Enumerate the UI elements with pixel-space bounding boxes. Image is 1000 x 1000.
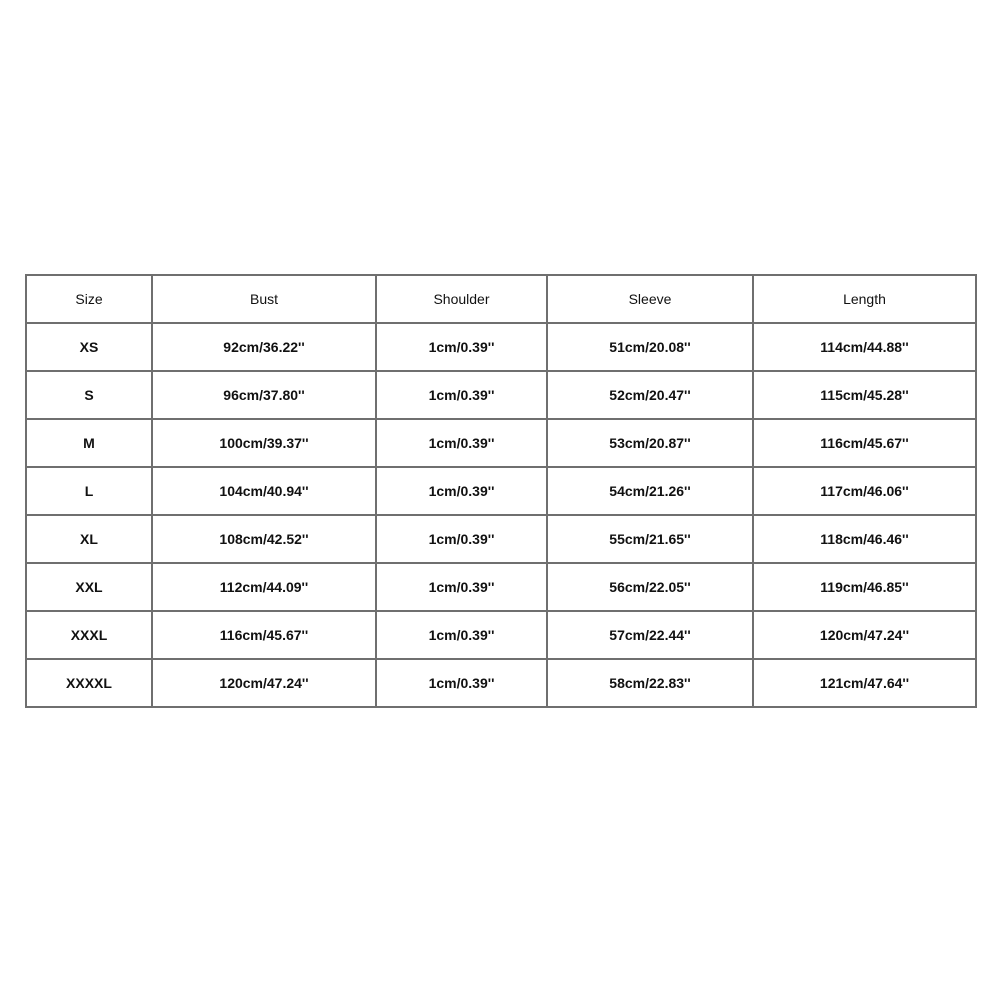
length-cell: 115cm/45.28'' <box>753 371 976 419</box>
length-cell: 114cm/44.88'' <box>753 323 976 371</box>
shoulder-cell: 1cm/0.39'' <box>376 467 547 515</box>
sleeve-cell: 56cm/22.05'' <box>547 563 753 611</box>
table-row <box>26 323 976 371</box>
shoulder-cell: 1cm/0.39'' <box>376 371 547 419</box>
bust-cell: 100cm/39.37'' <box>152 419 376 467</box>
size-cell: XXXXL <box>26 659 152 707</box>
size-cell: XXXL <box>26 611 152 659</box>
sleeve-cell: 53cm/20.87'' <box>547 419 753 467</box>
length-cell: 120cm/47.24'' <box>753 611 976 659</box>
size-cell: L <box>26 467 152 515</box>
bust-cell: 120cm/47.24'' <box>152 659 376 707</box>
length-cell: 118cm/46.46'' <box>753 515 976 563</box>
header-sleeve: Sleeve <box>547 275 753 323</box>
size-cell: XS <box>26 323 152 371</box>
bust-cell: 92cm/36.22'' <box>152 323 376 371</box>
shoulder-cell: 1cm/0.39'' <box>376 515 547 563</box>
table-row <box>26 611 976 659</box>
bust-cell: 96cm/37.80'' <box>152 371 376 419</box>
table-row <box>26 467 976 515</box>
table-row <box>26 515 976 563</box>
bust-cell: 112cm/44.09'' <box>152 563 376 611</box>
sleeve-cell: 52cm/20.47'' <box>547 371 753 419</box>
shoulder-cell: 1cm/0.39'' <box>376 323 547 371</box>
length-cell: 119cm/46.85'' <box>753 563 976 611</box>
table-row <box>26 659 976 707</box>
table-row <box>26 419 976 467</box>
header-length: Length <box>753 275 976 323</box>
size-cell: M <box>26 419 152 467</box>
sleeve-cell: 57cm/22.44'' <box>547 611 753 659</box>
size-cell: XXL <box>26 563 152 611</box>
shoulder-cell: 1cm/0.39'' <box>376 659 547 707</box>
size-cell: S <box>26 371 152 419</box>
header-size: Size <box>26 275 152 323</box>
length-cell: 121cm/47.64'' <box>753 659 976 707</box>
bust-cell: 104cm/40.94'' <box>152 467 376 515</box>
size-chart-table <box>25 274 977 708</box>
bust-cell: 116cm/45.67'' <box>152 611 376 659</box>
bust-cell: 108cm/42.52'' <box>152 515 376 563</box>
sleeve-cell: 51cm/20.08'' <box>547 323 753 371</box>
shoulder-cell: 1cm/0.39'' <box>376 419 547 467</box>
sleeve-cell: 58cm/22.83'' <box>547 659 753 707</box>
table-row <box>26 563 976 611</box>
sleeve-cell: 54cm/21.26'' <box>547 467 753 515</box>
shoulder-cell: 1cm/0.39'' <box>376 563 547 611</box>
length-cell: 117cm/46.06'' <box>753 467 976 515</box>
header-bust: Bust <box>152 275 376 323</box>
sleeve-cell: 55cm/21.65'' <box>547 515 753 563</box>
shoulder-cell: 1cm/0.39'' <box>376 611 547 659</box>
length-cell: 116cm/45.67'' <box>753 419 976 467</box>
header-shoulder: Shoulder <box>376 275 547 323</box>
table-row <box>26 371 976 419</box>
header-row <box>26 275 976 323</box>
size-cell: XL <box>26 515 152 563</box>
